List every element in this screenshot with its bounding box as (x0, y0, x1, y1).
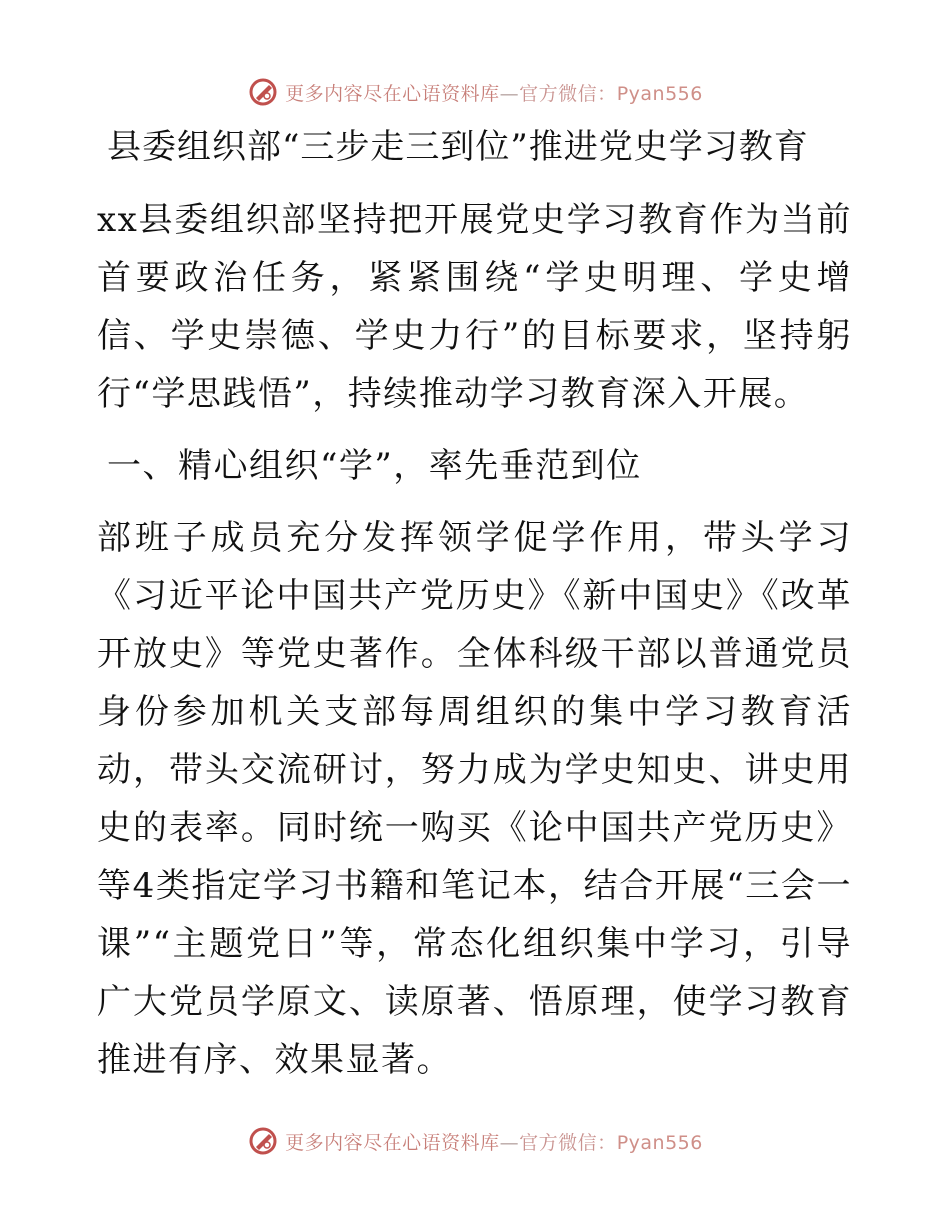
document-body (97, 118, 852, 1103)
document-title: 县委组织部“三步走三到位”推进党史学习教育 (107, 127, 809, 167)
watermark-wechat-label: 官方微信： (519, 82, 617, 105)
section-body-1: 部班子成员充分发挥领学促学作用，带头学习《习近平论中国共产党历史》《新中国史》《改革开放史》等党史著作。全体科级干部以普通党员身份参加机关支部每周组织的集中学习教育活动，带头交流研讨，努力成为学史知史、讲史用史的表率。同时统一购买《论中国共产党历史》等4类指定学习书籍和笔记本，结合开展“三会一课”“主题党日”等，常态化组织集中学习，引导广大党员学原文、读原著、悟原理，使学习教育推进有序、效果显著。 (97, 518, 852, 1080)
intro-paragraph: xx县委组织部坚持把开展党史学习教育作为当前首要政治任务，紧紧围绕“学史明理、学史增信、学史崇德、学史力行”的目标要求，坚持躬行“学思践悟”，持续推动学习教育深入开展。 (97, 200, 852, 414)
watermark-wechat-label: 官方微信： (519, 1131, 617, 1154)
watermark-separator: — (499, 82, 520, 105)
watermark-wechat-id: Pyan556 (616, 82, 703, 105)
watermark-main: 更多内容尽在心语资料库 (285, 82, 500, 105)
section-heading-1: 一、精心组织“学”，率先垂范到位 (107, 446, 642, 486)
watermark-main: 更多内容尽在心语资料库 (285, 1131, 500, 1154)
brand-logo-icon (247, 76, 279, 108)
watermark-text (285, 79, 703, 106)
brand-logo-icon (247, 1125, 279, 1157)
footer-watermark (0, 1121, 950, 1161)
watermark-separator: — (499, 1131, 520, 1154)
watermark-text (285, 1128, 703, 1155)
watermark-wechat-id: Pyan556 (616, 1131, 703, 1154)
header-watermark (0, 72, 950, 112)
